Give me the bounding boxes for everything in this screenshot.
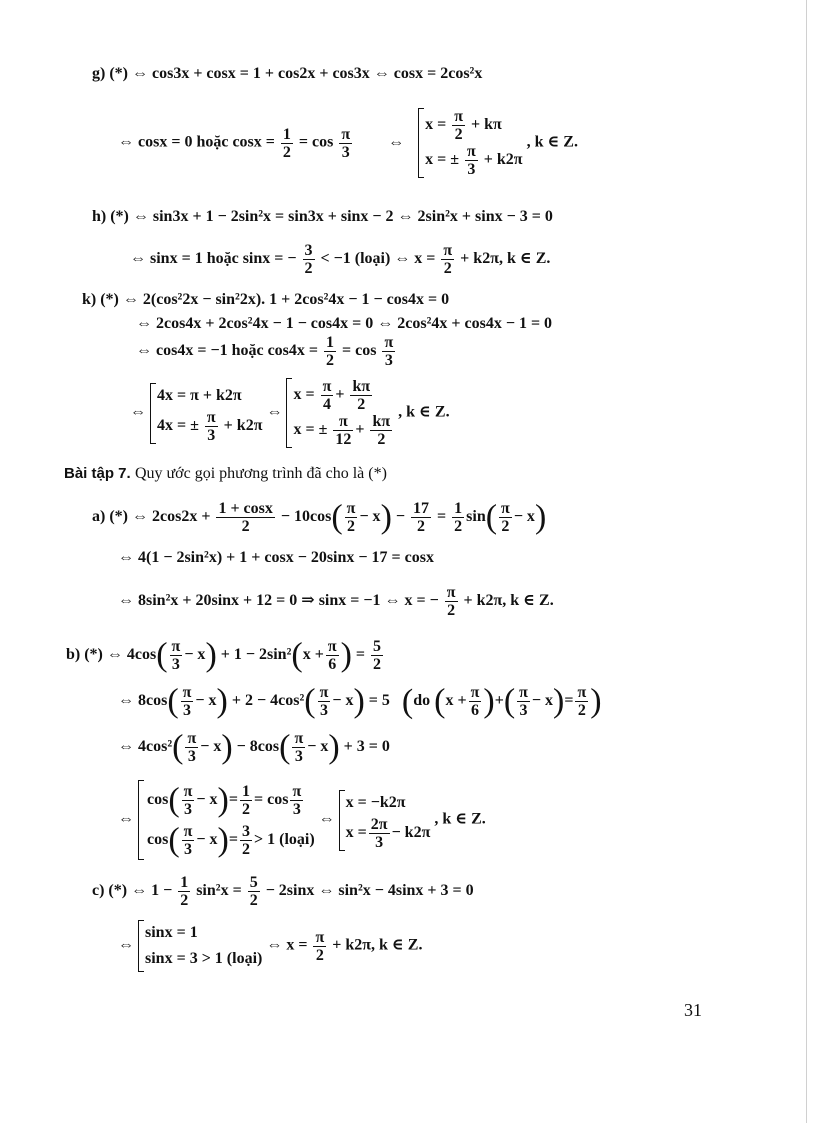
denominator: 3 xyxy=(319,702,328,719)
h-line2-tail: + k2π, k ∈ Z. xyxy=(460,250,551,268)
numerator: π xyxy=(341,125,351,143)
b-line3-tail: + 3 = 0 xyxy=(343,738,390,756)
denominator: 4 xyxy=(322,396,331,413)
denominator: 2 xyxy=(315,946,324,964)
numerator: π xyxy=(206,408,216,426)
minus-x: − x xyxy=(195,692,217,710)
b-line1-lead: b) (*) ⇔ 4cos xyxy=(66,646,157,664)
sys-row2-lead: x = ± xyxy=(425,151,460,169)
fraction xyxy=(339,126,352,161)
numerator: π xyxy=(519,684,528,701)
denominator: 3 xyxy=(183,702,192,719)
numerator: 1 xyxy=(282,125,291,143)
denominator: 2 xyxy=(242,840,250,858)
numerator: π xyxy=(171,638,181,655)
sys-row2-tail: > 1 (loại) xyxy=(254,831,315,848)
fraction xyxy=(240,823,252,858)
problem-b-line-3: ⇔ 4cos²( $\frac{\pi}{3}$ − x) − 8cos( $\frac{\pi}{3}$ − x) + 3 = 0 xyxy=(118,728,390,766)
sys-row1-tail: = cos xyxy=(254,791,289,808)
sysA-row1: 4x = π + k2π xyxy=(157,386,242,404)
numerator: π xyxy=(183,822,193,840)
fraction xyxy=(452,108,465,143)
denominator: 2 xyxy=(326,352,335,369)
numerator: π xyxy=(187,730,197,747)
numerator: 1 xyxy=(242,782,250,800)
exercise-label: Bài tập 7. xyxy=(64,465,131,482)
numerator: π xyxy=(327,638,337,655)
fraction xyxy=(178,874,190,909)
problem-g-line-1: g) (*) ⇔ cos3x + cosx = 1 + cos2x + cos3x ⇔ cosx = 2cos²x xyxy=(92,65,483,82)
k-line3-lead: ⇔ cos4x = −1 hoặc cos4x = xyxy=(136,342,319,360)
sys-row1-lead: cos xyxy=(147,791,169,808)
numerator: π xyxy=(467,143,476,160)
denominator: 6 xyxy=(470,702,479,719)
denominator: 2 xyxy=(282,143,291,161)
a-line1-mid: − 10cos xyxy=(280,508,332,526)
numerator: 1 xyxy=(326,334,335,351)
sys-row1-mid: = xyxy=(228,791,238,808)
k-in-z: , k ∈ Z. xyxy=(434,810,486,828)
sys-row2-tail: + k2π xyxy=(483,151,523,169)
iff-symbol: ⇔ xyxy=(266,403,283,421)
fraction xyxy=(382,334,395,369)
denominator: 3 xyxy=(384,352,393,369)
sysB-row1-lead: x = xyxy=(293,386,315,404)
b-line2-mid: + 2 − 4cos² xyxy=(231,692,305,710)
equals: = xyxy=(564,692,574,710)
denominator: 2 xyxy=(447,602,456,619)
numerator: 2π xyxy=(370,815,388,833)
fraction xyxy=(411,500,431,535)
cos-system: cos( $\frac{\pi}{3}$ − x)= $\frac{1}{2}$ = cos $\frac{\pi}{3}$ cos( $\frac{\pi}{3}$ − x)= $\frac{3}{2}$ > 1 (loại) xyxy=(138,780,315,860)
denominator: 3 xyxy=(292,800,301,818)
denominator: 3 xyxy=(207,426,216,444)
numerator: π xyxy=(183,782,193,800)
sys-row1-lead: x = xyxy=(425,116,447,134)
sysA-row2-tail: + k2π xyxy=(223,416,263,434)
problem-h-line-2 xyxy=(130,242,550,277)
c-result-tail: + k2π, k ∈ Z. xyxy=(332,936,423,954)
numerator: 1 xyxy=(454,500,463,517)
fraction xyxy=(185,730,198,765)
plus: + xyxy=(494,692,504,710)
denominator: 3 xyxy=(467,161,476,178)
b-line3-lead: ⇔ 4cos² xyxy=(118,738,173,756)
exercise-7-heading xyxy=(64,463,387,484)
fraction xyxy=(369,816,390,851)
fraction xyxy=(445,584,458,619)
fraction xyxy=(326,638,339,673)
minus-x: − x xyxy=(196,791,218,808)
numerator: 17 xyxy=(413,500,430,517)
fraction xyxy=(182,823,195,858)
exercise-description: Quy ước gọi phương trình đã cho là (*) xyxy=(134,465,387,482)
denominator: 2 xyxy=(241,518,250,535)
c-line1-tail: − 2sinx ⇔ sin²x − 4sinx + 3 = 0 xyxy=(265,882,474,900)
problem-a-line-3 xyxy=(118,584,554,619)
denominator: 3 xyxy=(171,656,180,673)
numerator: kπ xyxy=(352,378,371,395)
sys-row2: sinx = 3 > 1 (loại) xyxy=(145,950,263,967)
equals: = xyxy=(355,646,366,664)
denominator: 2 xyxy=(443,260,452,277)
problem-k-line-1: k) (*) ⇔ 2(cos²2x − sin²2x). 1 + 2cos²4x − 1 − cos4x = 0 xyxy=(82,291,450,308)
denominator: 12 xyxy=(335,431,352,448)
sysA-row2-lead: 4x = ± xyxy=(157,416,199,434)
problem-b-line-2: ⇔ 8cos( $\frac{\pi}{3}$ − x) + 2 − 4cos²( $\frac{\pi}{3}$ − x) = 5 (do (x + $\frac{\pi}{6}$ )+( $\frac{\pi}{3}$ − x)= $\frac{\pi}{2}$ ) xyxy=(118,682,602,720)
fraction xyxy=(575,684,588,719)
numerator: π xyxy=(294,730,304,747)
denominator: 2 xyxy=(304,260,313,277)
numerator: π xyxy=(501,500,510,517)
sys-row2-mid: = xyxy=(228,831,238,848)
fraction xyxy=(281,126,293,161)
h-line2-mid: < −1 (loại) ⇔ x = xyxy=(320,250,436,268)
a-line1-tail: − x xyxy=(513,508,535,526)
denominator: 2 xyxy=(377,431,386,448)
numerator: π xyxy=(319,684,329,701)
denominator: 2 xyxy=(454,518,463,535)
denominator: 3 xyxy=(184,800,193,818)
minus-x: − x xyxy=(196,831,218,848)
numerator: 3 xyxy=(304,242,313,259)
numerator: π xyxy=(577,684,587,701)
numerator: π xyxy=(384,334,394,351)
sin-system xyxy=(138,920,262,972)
fraction xyxy=(333,413,353,448)
b-line1-mid: + 1 − 2sin² xyxy=(220,646,292,664)
iff-symbol: ⇔ xyxy=(318,810,335,828)
denominator: 6 xyxy=(328,656,337,673)
numerator: π xyxy=(292,782,302,800)
problem-k-line-3 xyxy=(136,334,397,369)
sys-row1: sinx = 1 xyxy=(145,924,198,941)
numerator: π xyxy=(446,584,456,601)
numerator: π xyxy=(182,684,192,701)
fraction xyxy=(469,684,482,719)
denominator: 3 xyxy=(519,702,528,719)
fraction xyxy=(170,638,183,673)
solution-system xyxy=(418,108,522,178)
x-plus: x + xyxy=(302,646,324,664)
numerator: 5 xyxy=(249,874,258,891)
a-line3-lead: ⇔ 8sin²x + 20sinx + 12 = 0 ⇒ sinx = −1 ⇔ x = − xyxy=(118,592,439,610)
numerator: 1 + cosx xyxy=(218,500,273,517)
numerator: kπ xyxy=(372,413,391,430)
denominator: 2 xyxy=(180,892,189,909)
fraction xyxy=(216,500,274,535)
problem-b-line-1: b) (*) ⇔ 4cos( $\frac{\pi}{3}$ − x) + 1 − 2sin²(x + $\frac{\pi}{6}$ ) = $\frac{5}{2}$ xyxy=(66,636,382,674)
a-line3-tail: + k2π, k ∈ Z. xyxy=(463,592,554,610)
minus-x: − x xyxy=(200,738,222,756)
fraction xyxy=(181,684,194,719)
fraction xyxy=(350,378,372,413)
c-line1-mid: sin²x = xyxy=(196,882,242,900)
denominator: 2 xyxy=(454,126,463,143)
denominator: 3 xyxy=(187,748,196,765)
solution-system xyxy=(339,790,431,851)
k-line3-mid: = cos xyxy=(342,342,377,360)
problem-b-line-4 xyxy=(118,780,486,860)
g-line2-lead: ⇔ cosx = 0 hoặc cosx = xyxy=(118,133,275,151)
numerator: 5 xyxy=(373,638,382,655)
numerator: π xyxy=(333,413,353,431)
fraction xyxy=(517,684,530,719)
fraction xyxy=(321,378,334,413)
g-eq-cos: = cos xyxy=(298,133,334,151)
sys-row2-lead: cos xyxy=(147,831,169,848)
fraction xyxy=(290,783,303,818)
sol-row2-tail: − k2π xyxy=(391,823,431,841)
page-edge-line xyxy=(806,0,807,1123)
fraction xyxy=(324,334,336,369)
problem-g-line-2 xyxy=(118,108,578,178)
denominator: 2 xyxy=(249,892,258,909)
problem-k-line-2: ⇔ 2cos4x + 2cos²4x − 1 − cos4x = 0 ⇔ 2cos²4x + cos4x − 1 = 0 xyxy=(136,315,553,332)
fraction xyxy=(240,783,252,818)
problem-a-line-2: ⇔ 4(1 − 2sin²x) + 1 + cosx − 20sinx − 17 = cosx xyxy=(118,549,434,566)
denominator: 2 xyxy=(373,656,382,673)
c-line1-lead: c) (*) ⇔ 1 − xyxy=(92,882,173,900)
numerator: π xyxy=(443,242,453,259)
a-line1-mid2: − x xyxy=(359,508,381,526)
sysB-row2-lead: x = ± xyxy=(293,421,328,439)
denominator: 2 xyxy=(417,518,426,535)
sol-row1: x = −k2π xyxy=(345,793,406,811)
a-line1-mid3: − xyxy=(395,508,406,526)
iff-symbol: ⇔ xyxy=(118,810,134,828)
fraction xyxy=(371,638,383,673)
sys-row1-tail: + kπ xyxy=(471,116,502,134)
denominator: 3 xyxy=(184,840,193,858)
a-line1-sin: sin xyxy=(466,508,486,526)
fraction xyxy=(303,242,315,277)
fraction xyxy=(499,500,512,535)
denominator: 3 xyxy=(341,143,350,161)
fraction xyxy=(370,413,392,448)
problem-k-line-4 xyxy=(130,378,450,448)
fraction xyxy=(313,929,326,964)
system-x: x = $\frac{\pi}{4}$ + $\frac{k\pi}{2}$ x = ± $\frac{\pi}{12}$ + $\frac{k\pi}{2}$ xyxy=(286,378,394,448)
fraction xyxy=(452,500,464,535)
denominator: 2 xyxy=(357,396,366,413)
minus-x: − x xyxy=(184,646,206,664)
denominator: 2 xyxy=(501,518,510,535)
a-line1-mid4: = xyxy=(437,508,447,526)
c-result-lead: ⇔ x = xyxy=(266,936,308,954)
minus-x: − x xyxy=(307,738,329,756)
minus-x: − x xyxy=(332,692,354,710)
numerator: 1 xyxy=(180,874,189,891)
k-in-z: , k ∈ Z. xyxy=(526,133,578,151)
numerator: π xyxy=(470,684,480,701)
fraction xyxy=(292,730,305,765)
denominator: 3 xyxy=(375,833,384,851)
do-label: do xyxy=(413,692,431,710)
numerator: π xyxy=(454,108,463,125)
sol-row2-lead: x = xyxy=(345,823,367,841)
denominator: 2 xyxy=(577,702,586,719)
fraction xyxy=(182,783,195,818)
denominator: 3 xyxy=(294,748,303,765)
problem-h-line-1: h) (*) ⇔ sin3x + 1 − 2sin²x = sin3x + sinx − 2 ⇔ 2sin²x + sinx − 3 = 0 xyxy=(92,208,553,225)
b-line2-lead: ⇔ 8cos xyxy=(118,692,168,710)
iff-symbol: ⇔ xyxy=(118,936,134,954)
h-line2-lead: ⇔ sinx = 1 hoặc sinx = − xyxy=(130,250,297,268)
denominator: 2 xyxy=(347,518,356,535)
minus-x: − x xyxy=(531,692,554,710)
problem-c-line-2 xyxy=(118,920,422,972)
a-line1-lead: a) (*) ⇔ 2cos2x + xyxy=(92,508,211,526)
x-plus: x + xyxy=(445,692,467,710)
numerator: π xyxy=(315,928,325,946)
fraction xyxy=(441,242,454,277)
system-4x xyxy=(150,383,262,444)
problem-c-line-1 xyxy=(92,874,474,909)
numerator: π xyxy=(322,378,332,395)
page-number: 31 xyxy=(684,1000,702,1020)
fraction xyxy=(248,874,260,909)
problem-a-line-1: a) (*) ⇔ 2cos2x + $\frac{1 + \cos x}{2}$ − 10cos( $\frac{\pi}{2}$ − x) − $\frac{17}{2}$ = $\frac{1}{2}$ sin( $\frac{\pi}{2}$ − x) xyxy=(92,498,547,536)
numerator: 3 xyxy=(242,822,250,840)
k-in-z: , k ∈ Z. xyxy=(398,403,450,421)
fraction xyxy=(345,500,358,535)
fraction xyxy=(205,409,218,444)
fraction xyxy=(465,143,478,178)
denominator: 2 xyxy=(242,800,250,818)
b-line3-mid: − 8cos xyxy=(236,738,280,756)
fraction xyxy=(318,684,331,719)
iff-symbol: ⇔ xyxy=(388,133,405,151)
b-line2-mid2: = 5 xyxy=(368,692,390,710)
iff-symbol: ⇔ xyxy=(130,403,146,421)
numerator: π xyxy=(346,500,356,517)
